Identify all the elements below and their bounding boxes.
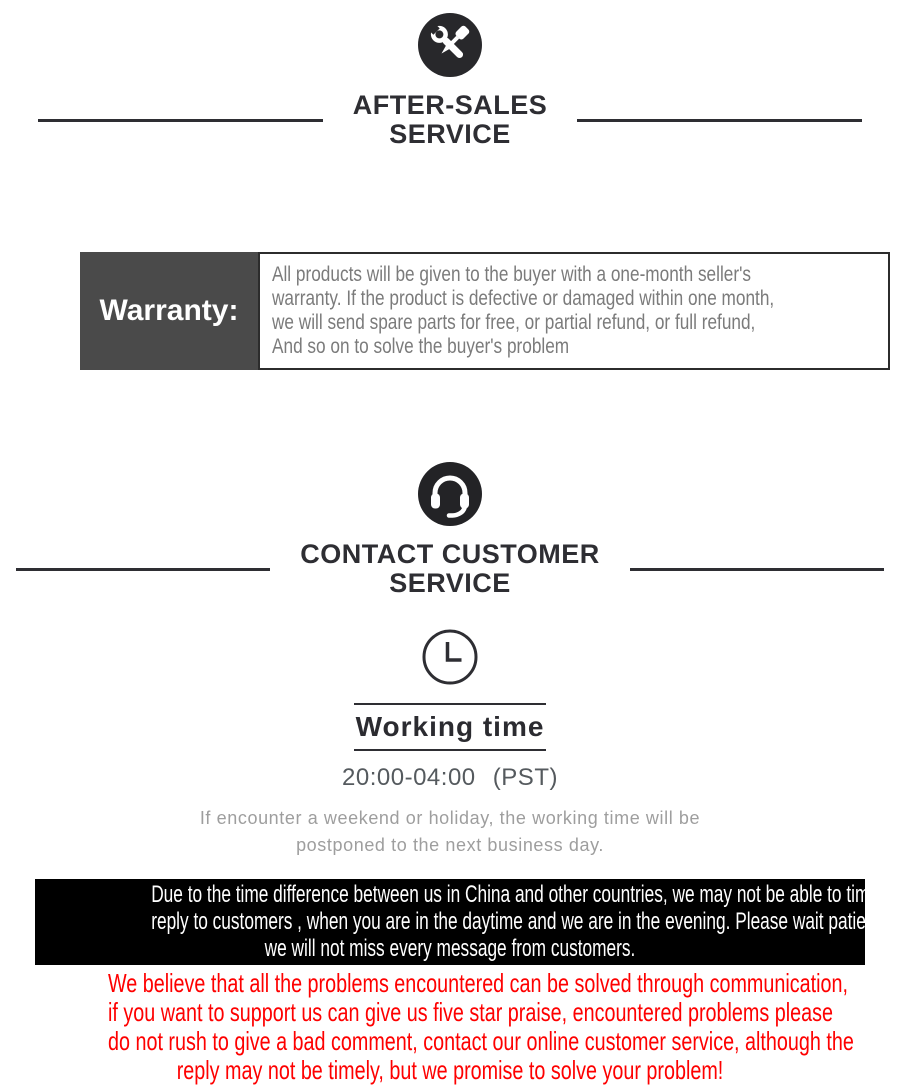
working-time-section bbox=[0, 624, 900, 859]
banner-line: we will not miss every message from customers. bbox=[264, 935, 636, 962]
warranty-text-line: we will send spare parts for free, or partial refund, or full refund, bbox=[272, 311, 756, 334]
warranty-label: Warranty: bbox=[80, 252, 258, 370]
holiday-note-line: If encounter a weekend or holiday, the working time will be bbox=[199, 808, 701, 828]
communication-notice-line: if you want to support us can give us five star praise, encountered problems please bbox=[108, 997, 833, 1027]
after-sales-title-line2: SERVICE bbox=[389, 119, 511, 149]
working-time-rule-top bbox=[354, 703, 546, 705]
after-sales-header bbox=[0, 91, 900, 149]
tools-icon bbox=[418, 13, 482, 77]
header-rule-right bbox=[630, 568, 884, 571]
communication-notice-line: do not rush to give a bad comment, contact our online customer service, although the bbox=[108, 1026, 854, 1056]
contact-section bbox=[0, 462, 900, 598]
communication-notice-line: reply may not be timely, but we promise to solve your problem! bbox=[176, 1055, 724, 1085]
header-rule-left bbox=[16, 568, 270, 571]
warranty-text-line: All products will be given to the buyer with a one-month seller's bbox=[272, 263, 751, 286]
header-rule-right bbox=[577, 119, 862, 122]
warranty-box bbox=[80, 252, 822, 370]
contact-title-line1: CONTACT CUSTOMER bbox=[300, 539, 600, 569]
clock-icon bbox=[417, 624, 483, 690]
warranty-text bbox=[258, 252, 890, 370]
contact-title-line2: SERVICE bbox=[389, 568, 511, 598]
communication-notice-line: We believe that all the problems encountered can be solved through communication, bbox=[108, 968, 848, 998]
headset-icon bbox=[418, 462, 482, 526]
after-sales-title bbox=[353, 91, 548, 149]
contact-header bbox=[0, 540, 900, 598]
contact-title bbox=[300, 540, 600, 598]
header-rule-left bbox=[38, 119, 323, 122]
holiday-note bbox=[0, 805, 900, 859]
banner-line: reply to customers , when you are in the daytime and we are in the evening. Please wait patiently, bbox=[151, 908, 897, 935]
holiday-note-line: postponed to the next business day. bbox=[296, 835, 604, 855]
communication-notice bbox=[0, 969, 900, 1085]
warranty-text-line: And so on to solve the buyer's problem bbox=[272, 335, 570, 358]
working-time-rule-bottom bbox=[354, 749, 546, 751]
time-difference-banner bbox=[35, 879, 897, 965]
working-time-title: Working time bbox=[355, 711, 545, 742]
warranty-text-line: warranty. If the product is defective or damaged within one month, bbox=[272, 287, 775, 310]
after-sales-section bbox=[0, 0, 900, 149]
after-sales-title-line1: AFTER-SALES bbox=[352, 90, 548, 120]
banner-line: Due to the time difference between us in China and other countries, we may not be able to timely bbox=[151, 881, 892, 908]
working-hours: 20:00-04:00 (PST) bbox=[342, 764, 558, 791]
